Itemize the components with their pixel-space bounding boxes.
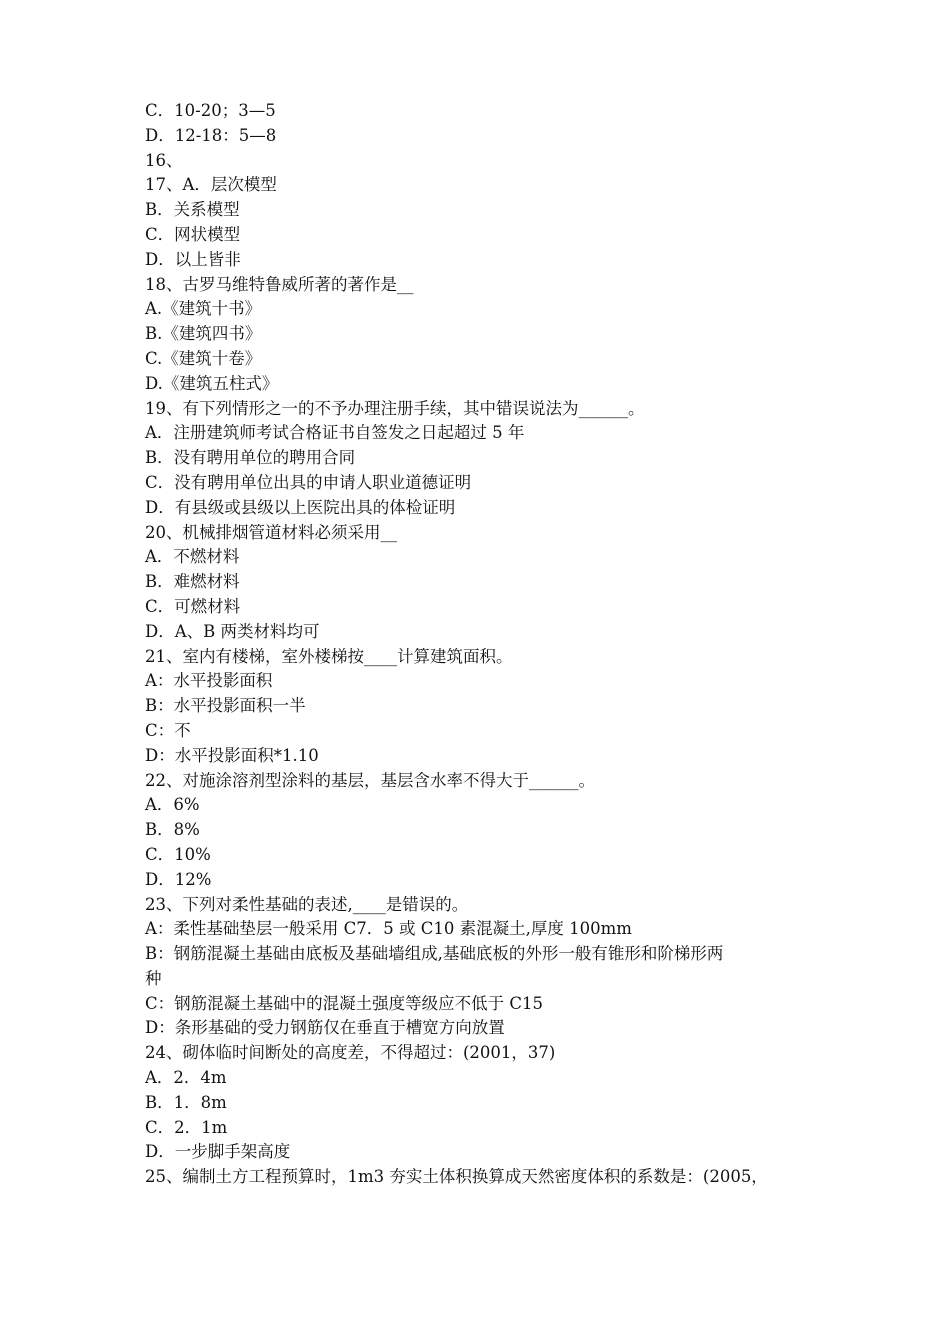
text-line: 17、A．层次模型 — [145, 175, 277, 195]
text-line: C．10-20；3—5 — [145, 101, 276, 120]
text-line: 16、 — [145, 150, 183, 170]
text-line: C：不 — [145, 720, 191, 740]
text-line: C．可燃材料 — [145, 596, 241, 616]
text-line: D．12% — [145, 869, 212, 889]
text-line: A：柔性基础垫层一般采用 C7．5 或 C10 素混凝土,厚度 100mm — [145, 919, 632, 939]
text-line: A．不燃材料 — [145, 547, 240, 567]
text-line: D：水平投影面积*1.10 — [145, 745, 319, 765]
text-line: B．难燃材料 — [145, 572, 240, 592]
text-line: B：水平投影面积一半 — [145, 696, 306, 716]
text-line: B．8% — [145, 820, 200, 840]
text-line: C．2．1m — [145, 1117, 228, 1137]
text-line: 23、下列对柔性基础的表述,____是错误的。 — [145, 894, 469, 914]
text-line: D．以上皆非 — [145, 249, 241, 269]
text-line: C：钢筋混凝土基础中的混凝土强度等级应不低于 C15 — [145, 993, 543, 1013]
text-line: A．注册建筑师考试合格证书自签发之日起超过 5 年 — [145, 423, 525, 443]
text-line: 种 — [145, 968, 162, 988]
text-line: B：钢筋混凝土基础由底板及基础墙组成,基础底板的外形一般有锥形和阶梯形两 — [145, 944, 724, 964]
text-line: D．12-18：5—8 — [145, 125, 277, 145]
text-line: 18、古罗马维特鲁威所著的著作是__ — [145, 274, 414, 294]
text-line: D．有县级或县级以上医院出具的体检证明 — [145, 497, 456, 517]
document-body — [145, 99, 820, 1190]
text-line: B．没有聘用单位的聘用合同 — [145, 448, 356, 468]
text-line: D：条形基础的受力钢筋仅在垂直于槽宽方向放置 — [145, 1018, 505, 1038]
text-line: D.《建筑五柱式》 — [145, 373, 279, 393]
text-line: B.《建筑四书》 — [145, 324, 262, 344]
text-line: C．10% — [145, 844, 211, 864]
text-line: A．6% — [145, 795, 200, 815]
text-line: 19、有下列情形之一的不予办理注册手续，其中错误说法为______。 — [145, 398, 645, 418]
text-line: D．一步脚手架高度 — [145, 1142, 291, 1162]
text-line: D．A、B 两类材料均可 — [145, 621, 320, 641]
text-line: C．没有聘用单位出具的申请人职业道德证明 — [145, 472, 472, 492]
text-line: 24、砌体临时间断处的高度差，不得超过：(2001，37) — [145, 1043, 556, 1063]
text-line: A．2．4m — [145, 1068, 227, 1088]
text-line: A.《建筑十书》 — [145, 299, 262, 319]
text-line: 25、编制土方工程预算时，1m3 夯实土体积换算成天然密度体积的系数是：(2005， — [145, 1167, 768, 1187]
text-line: 20、机械排烟管道材料必须采用__ — [145, 522, 397, 542]
text-line: 22、对施涂溶剂型涂料的基层，基层含水率不得大于______。 — [145, 770, 595, 790]
text-line: C．网状模型 — [145, 224, 241, 244]
text-line: 21、室内有楼梯，室外楼梯按____计算建筑面积。 — [145, 646, 513, 666]
text-line: B．1．8m — [145, 1092, 227, 1112]
text-line: C.《建筑十卷》 — [145, 348, 262, 368]
text-line: A：水平投影面积 — [145, 671, 273, 691]
text-line: B．关系模型 — [145, 200, 240, 220]
